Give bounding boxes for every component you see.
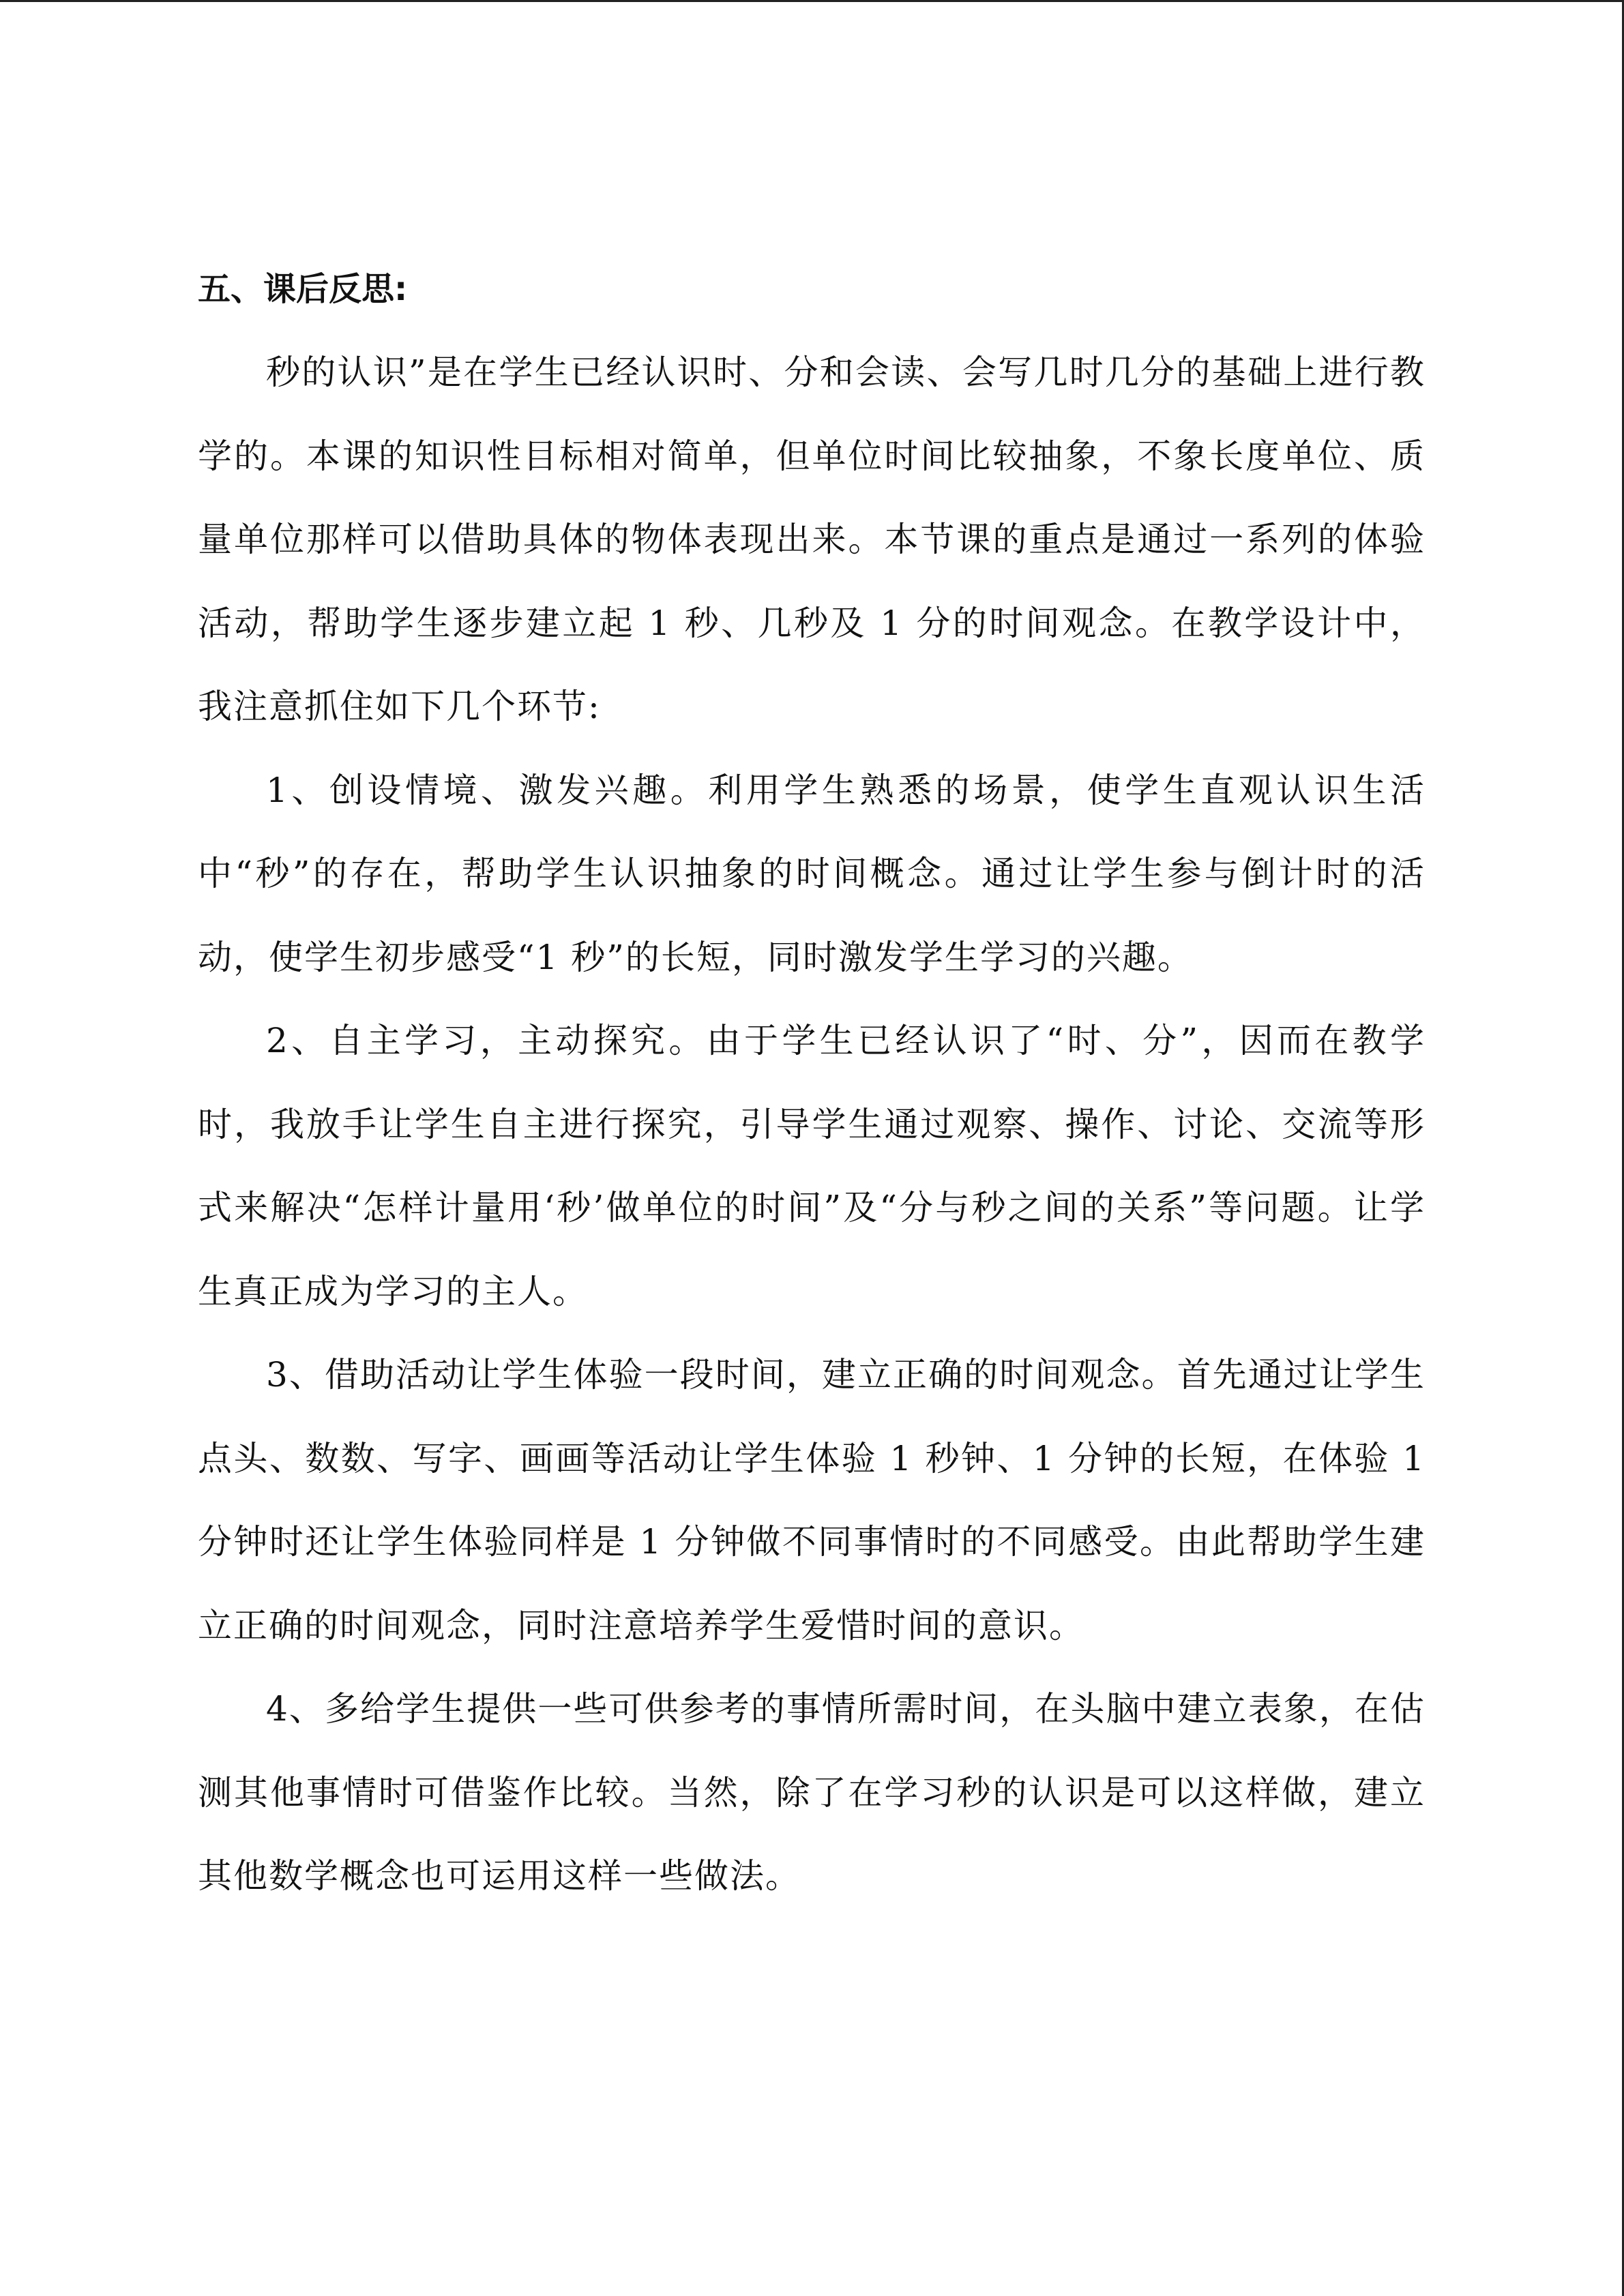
paragraph-point-3: 3、借助活动让学生体验一段时间，建立正确的时间观念。首先通过让学生点头、数数、写字、画画等活动让学生体验 1 秒钟、1 分钟的长短，在体验 1 分钟时还让学生体验同样是 1 分钟做不同事情时的不同感受。由此帮助学生建立正确的时间观念，同时注意培养学生爱惜时间的意识。 (198, 1355, 1426, 1645)
paragraph-point-4: 4、多给学生提供一些可供参考的事情所需时间，在头脑中建立表象，在估测其他事情时可借鉴作比较。当然，除了在学习秒的认识是可以这样做，建立其他数学概念也可运用这样一些做法。 (198, 1689, 1426, 1896)
paragraph-point-2: 2、自主学习，主动探究。由于学生已经认识了“时、分”，因而在教学时，我放手让学生自主进行探究，引导学生通过观察、操作、讨论、交流等形式来解决“怎样计量用‘秒’做单位的时间”及“分与秒之间的关系”等问题。让学生真正成为学习的主人。 (198, 1021, 1426, 1311)
document-body (198, 248, 1426, 1918)
paragraph-point-1: 1、创设情境、激发兴趣。利用学生熟悉的场景，使学生直观认识生活中“秒”的存在，帮助学生认识抽象的时间概念。通过让学生参与倒计时的活动，使学生初步感受“1 秒”的长短，同时激发学生学习的兴趣。 (198, 770, 1426, 977)
section-heading: 五、课后反思: (198, 270, 408, 308)
paragraph-intro: 秒的认识”是在学生已经认识时、分和会读、会写几时几分的基础上进行教学的。本课的知识性目标相对简单，但单位时间比较抽象，不象长度单位、质量单位那样可以借助具体的物体表现出来。本节课的重点是通过一系列的体验活动，帮助学生逐步建立起 1 秒、几秒及 1 分的时间观念。在教学设计中，我注意抓住如下几个环节: (198, 353, 1426, 726)
